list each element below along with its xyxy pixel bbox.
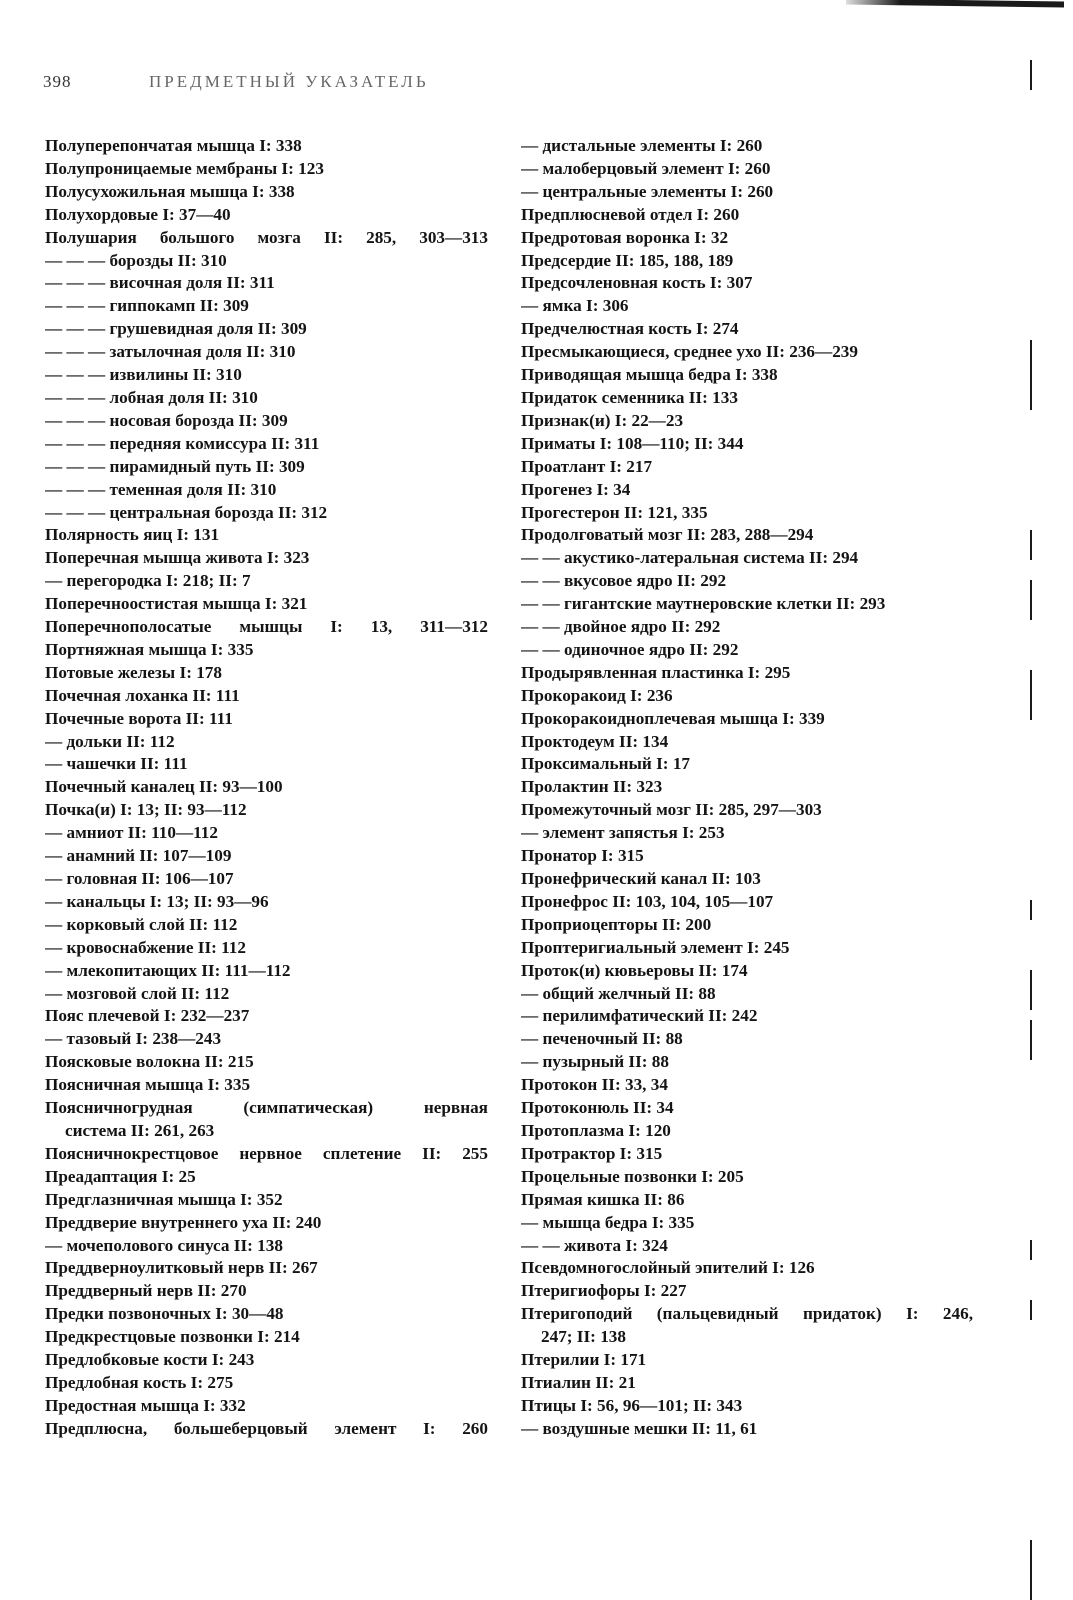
index-entry: Преддверие внутреннего уха II: 240 bbox=[45, 1212, 322, 1232]
index-entry: Почечные ворота II: 111 bbox=[45, 708, 233, 728]
index-entry: — пузырный II: 88 bbox=[521, 1052, 669, 1072]
index-entry: — мышца бедра I: 335 bbox=[521, 1212, 695, 1232]
index-entry: — — — лобная доля II: 310 bbox=[45, 387, 258, 407]
index-entry: Пояс плечевой I: 232—237 bbox=[45, 1006, 250, 1026]
index-entry: — — вкусовое ядро II: 292 bbox=[521, 571, 727, 591]
index-entry: Проксимальный I: 17 bbox=[521, 754, 691, 774]
index-entry: Почечный каналец II: 93—100 bbox=[45, 777, 283, 797]
index-entry: Птерилии I: 171 bbox=[521, 1350, 647, 1370]
index-entry: Предчелюстная кость I: 274 bbox=[521, 319, 739, 339]
index-entry: Поясничнокрестцовое нервное сплетение II: 255 bbox=[45, 1143, 488, 1163]
index-entry: Полярность яиц I: 131 bbox=[45, 525, 220, 545]
index-entry: Псевдомногослойный эпителий I: 126 bbox=[521, 1258, 815, 1278]
index-entry: — — одиночное ядро II: 292 bbox=[521, 639, 739, 659]
index-entry: Проприоцепторы II: 200 bbox=[521, 914, 712, 934]
index-entry: Пронефрический канал II: 103 bbox=[521, 869, 761, 888]
index-entry: — ямка I: 306 bbox=[521, 296, 629, 316]
index-entry: Придаток семенника II: 133 bbox=[521, 387, 738, 407]
index-entry: — центральные элементы I: 260 bbox=[521, 181, 774, 201]
index-entry: Поясничная мышца I: 335 bbox=[45, 1075, 251, 1095]
index-entry: Преадаптация I: 25 bbox=[45, 1166, 196, 1186]
index-entry: Поясничногрудная (симпатическая) нервная bbox=[45, 1098, 488, 1118]
index-entry: 247; II: 138 bbox=[541, 1327, 626, 1347]
index-entry: — амниот II: 110—112 bbox=[45, 823, 218, 843]
index-entry: — перилимфатический II: 242 bbox=[521, 1006, 758, 1026]
index-entry: Проатлант I: 217 bbox=[521, 456, 653, 476]
index-entry: — — — пирамидный путь II: 309 bbox=[45, 456, 305, 476]
index-entry: Предглазничная мышца I: 352 bbox=[45, 1189, 283, 1209]
index-entry: Полуперепончатая мышца I: 338 bbox=[45, 136, 302, 155]
index-entry: — печеночный II: 88 bbox=[521, 1029, 683, 1049]
index-entry: Признак(и) I: 22—23 bbox=[521, 410, 684, 430]
page-number: 398 bbox=[43, 72, 72, 91]
index-entry: — — — центральная борозда II: 312 bbox=[45, 502, 328, 522]
index-entry: — — акустико-латеральная система II: 294 bbox=[521, 548, 859, 568]
index-entry: Промежуточный мозг II: 285, 297—303 bbox=[521, 800, 822, 820]
index-entry: — чашечки II: 111 bbox=[45, 754, 188, 774]
index-entry: Поясковые волокна II: 215 bbox=[45, 1052, 254, 1072]
index-entry: Птиалин II: 21 bbox=[521, 1372, 636, 1392]
index-entry: Пролактин II: 323 bbox=[521, 777, 663, 797]
index-entry: — — — передняя комиссура II: 311 bbox=[45, 433, 320, 453]
index-entry: — головная II: 106—107 bbox=[45, 869, 234, 888]
index-entry: Птицы I: 56, 96—101; II: 343 bbox=[521, 1395, 743, 1415]
index-entry: Проток(и) кювьеровы II: 174 bbox=[521, 960, 748, 980]
index-entry: — — двойное ядро II: 292 bbox=[521, 617, 721, 637]
index-entry: — — — теменная доля II: 310 bbox=[45, 479, 277, 499]
index-entry: Продырявленная пластинка I: 295 bbox=[521, 662, 791, 682]
index-entry: Протрактор I: 315 bbox=[521, 1143, 663, 1163]
index-entry: Прямая кишка II: 86 bbox=[521, 1189, 685, 1209]
index-entry: Прогестерон II: 121, 335 bbox=[521, 502, 708, 522]
scan-artifact-line bbox=[846, 0, 1064, 8]
index-entry: Предплюсневой отдел I: 260 bbox=[521, 204, 740, 224]
index-entry: Поперечноостистая мышца I: 321 bbox=[45, 594, 308, 614]
index-entry: Предплюсна, большеберцовый элемент I: 260 bbox=[45, 1418, 488, 1438]
index-entry: — мочеполового синуса II: 138 bbox=[45, 1235, 283, 1255]
index-entry: Приводящая мышца бедра I: 338 bbox=[521, 365, 778, 385]
index-entry: — тазовый I: 238—243 bbox=[45, 1029, 222, 1049]
index-entry: Протоконюль II: 34 bbox=[521, 1098, 674, 1118]
index-entry: Приматы I: 108—110; II: 344 bbox=[521, 433, 744, 453]
index-entry: Полусухожильная мышца I: 338 bbox=[45, 181, 295, 201]
index-entry: — дистальные элементы I: 260 bbox=[521, 136, 763, 155]
index-entry: — — — затылочная доля II: 310 bbox=[45, 342, 296, 362]
index-entry: — — — височная доля II: 311 bbox=[45, 273, 275, 293]
index-entry: Полухордовые I: 37—40 bbox=[45, 204, 231, 224]
index-entry: Прогенез I: 34 bbox=[521, 479, 631, 499]
index-column-right bbox=[521, 135, 973, 1441]
index-entry: — малоберцовый элемент I: 260 bbox=[521, 158, 771, 178]
index-entry: — млекопитающих II: 111—112 bbox=[45, 960, 291, 980]
index-entry: — — гигантские маутнеровские клетки II: 293 bbox=[521, 594, 886, 614]
index-entry: Предсочленовная кость I: 307 bbox=[521, 273, 753, 293]
index-entry: Прокоракоидноплечевая мышца I: 339 bbox=[521, 708, 825, 728]
index-entry: — — — извилины II: 310 bbox=[45, 365, 242, 385]
index-entry: Предки позвоночных I: 30—48 bbox=[45, 1304, 284, 1324]
index-entry: Предкрестцовые позвонки I: 214 bbox=[45, 1327, 300, 1347]
index-entry: Поперечная мышца живота I: 323 bbox=[45, 548, 310, 568]
index-entry: Предсердие II: 185, 188, 189 bbox=[521, 250, 734, 270]
index-entry: — канальцы I: 13; II: 93—96 bbox=[45, 891, 269, 911]
index-entry: Преддверный нерв II: 270 bbox=[45, 1281, 247, 1301]
index-entry: Полупроницаемые мембраны I: 123 bbox=[45, 158, 324, 178]
index-entry: Протокон II: 33, 34 bbox=[521, 1075, 668, 1095]
scan-edge-marks bbox=[1030, 60, 1040, 1600]
index-entry: Поперечнополосатые мышцы I: 13, 311—312 bbox=[45, 617, 488, 637]
index-entry: — — живота I: 324 bbox=[521, 1235, 668, 1255]
index-entry: — корковый слой II: 112 bbox=[45, 914, 238, 934]
index-entry: — — — грушевидная доля II: 309 bbox=[45, 319, 307, 339]
index-entry: Пронатор I: 315 bbox=[521, 846, 644, 866]
index-entry: система II: 261, 263 bbox=[65, 1120, 215, 1140]
index-entry: — — — борозды II: 310 bbox=[45, 250, 227, 270]
index-entry: Портняжная мышца I: 335 bbox=[45, 639, 254, 659]
index-entry: Предротовая воронка I: 32 bbox=[521, 227, 729, 247]
index-entry: Потовые железы I: 178 bbox=[45, 662, 222, 682]
index-entry: — воздушные мешки II: 11, 61 bbox=[521, 1418, 758, 1438]
index-entry: Предлобная кость I: 275 bbox=[45, 1372, 234, 1392]
index-entry: Проктодеум II: 134 bbox=[521, 731, 669, 751]
index-entry: Пресмыкающиеся, среднее ухо II: 236—239 bbox=[521, 342, 858, 362]
index-entry: Почечная лоханка II: 111 bbox=[45, 685, 240, 705]
index-entry: Предлобковые кости I: 243 bbox=[45, 1350, 255, 1370]
index-entry: Птеригиофоры I: 227 bbox=[521, 1281, 687, 1301]
index-entry: — дольки II: 112 bbox=[45, 731, 175, 751]
index-entry: — элемент запястья I: 253 bbox=[521, 823, 725, 843]
index-entry: — — — гиппокамп II: 309 bbox=[45, 296, 249, 316]
index-entry: — мозговой слой II: 112 bbox=[45, 983, 230, 1003]
index-entry: — — — носовая борозда II: 309 bbox=[45, 410, 288, 430]
index-entry: Пронефрос II: 103, 104, 105—107 bbox=[521, 891, 774, 911]
index-entry: Предостная мышца I: 332 bbox=[45, 1395, 246, 1415]
index-entry: Процельные позвонки I: 205 bbox=[521, 1166, 744, 1186]
index-entry: — перегородка I: 218; II: 7 bbox=[45, 571, 251, 591]
index-entry: Протоплазма I: 120 bbox=[521, 1120, 671, 1140]
index-entry: Полушария большого мозга II: 285, 303—313 bbox=[45, 227, 488, 247]
index-entry: — кровоснабжение II: 112 bbox=[45, 937, 246, 957]
index-entry: Почка(и) I: 13; II: 93—112 bbox=[45, 800, 247, 820]
index-entry: Продолговатый мозг II: 283, 288—294 bbox=[521, 525, 814, 545]
index-entry: Птеригоподий (пальцевидный придаток) I: 246, bbox=[521, 1304, 973, 1324]
index-entry: Проптеригиальный элемент I: 245 bbox=[521, 937, 790, 957]
index-column-left bbox=[45, 135, 488, 1441]
index-entry: Преддверноулитковый нерв II: 267 bbox=[45, 1258, 318, 1278]
index-entry: — анамний II: 107—109 bbox=[45, 846, 232, 866]
index-entry: Прокоракоид I: 236 bbox=[521, 685, 673, 705]
running-title: ПРЕДМЕТНЫЙ УКАЗАТЕЛЬ bbox=[149, 72, 429, 91]
index-entry: — общий желчный II: 88 bbox=[521, 983, 716, 1003]
page-header bbox=[43, 72, 643, 98]
